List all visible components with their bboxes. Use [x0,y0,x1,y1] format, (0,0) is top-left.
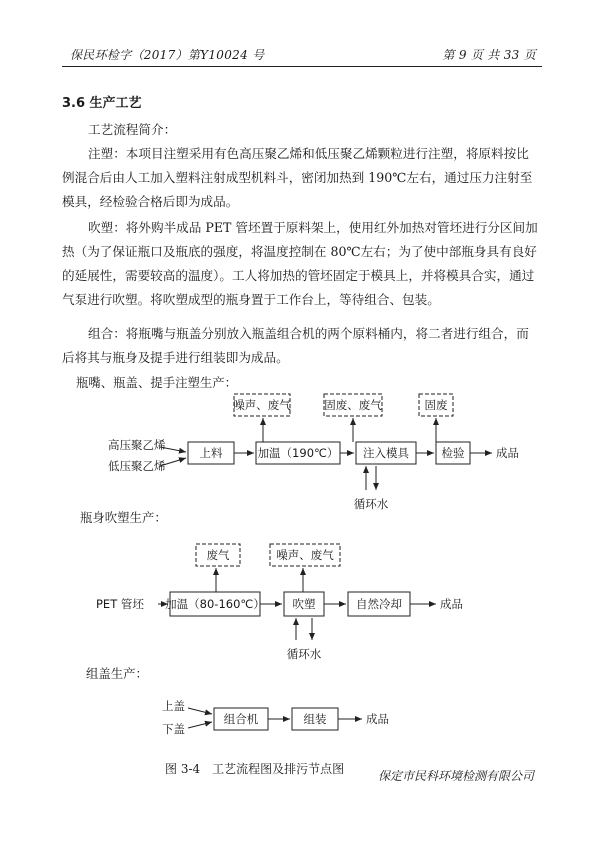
d3-input-top-cap: 上盖 [162,699,185,713]
blowing-paragraph: 吹塑：将外购半成品 PET 管坯置于原料架上，使用红外加热对管坯进行分区间加热（为了保证瓶口及瓶底的强度，将温度控制在 80℃左右；为了使中部瓶身具有良好的延展性，需要较高的温度）。工人将加热的管坯固定于模具上，并将模具合实，通过气泵进行吹塑。将吹塑成型的瓶身置于工作台上，等待组合、包装。 [62,220,538,307]
d2-step-blow: 吹塑 [292,597,316,611]
page-number: 第 9 页 共 33 页 [442,48,536,62]
d1-step-heat: 加温（190℃） [257,446,339,460]
d1-emission-solid: 固废 [424,398,448,412]
d1-input-ldpe: 低压聚乙烯 [108,459,166,473]
section-title: 3.6 生产工艺 [62,96,142,111]
d2-cooling-water: 循环水 [286,647,322,661]
d2-output: 成品 [440,597,463,611]
assembly-paragraph: 组合：将瓶嘴与瓶盖分别放入瓶盖组合机的两个原料桶内，将二者进行组合，而后将其与瓶身及提手进行组装即为成品。 [62,326,529,365]
d2-step-heat: 加温（80-160℃） [165,597,265,611]
footer-company: 保定市民科环境检测有限公司 [377,769,534,783]
diagram2-title: 瓶身吹塑生产： [80,510,167,525]
d1-emission-solid-gas: 固废、废气 [324,398,382,412]
d1-cooling-water: 循环水 [353,497,389,511]
d2-input-pet: PET 管坯 [96,597,144,611]
d3-output: 成品 [366,712,389,726]
d2-step-cool: 自然冷却 [356,597,402,611]
diagram1-title: 瓶嘴、瓶盖、提手注塑生产： [76,375,238,390]
d1-emission-noise-gas: 噪声、废气 [233,398,291,412]
report-number: 保民环检字（2017）第Y10024 号 [70,48,265,62]
injection-paragraph: 注塑：本项目注塑采用有色高压聚乙烯和低压聚乙烯颗粒进行注塑，将原料按比例混合后由人工加入塑料注射成型机料斗，密闭加热到 190℃左右，通过压力注射至模具，经检验合格后即为成品。 [62,146,533,209]
d1-step-inspect: 检验 [441,446,465,460]
d3-step-combine: 组合机 [223,712,259,726]
d2-emission-noise-gas: 噪声、废气 [276,548,334,562]
d3-step-assemble: 组装 [303,712,327,726]
d1-step-inject: 注入模具 [363,446,409,460]
intro-paragraph: 工艺流程简介： [88,122,177,137]
figure-caption: 图 3-4 工艺流程图及排污节点图 [165,762,345,776]
d1-step-feed: 上料 [199,446,223,460]
d1-input-hdpe: 高压聚乙烯 [108,438,166,452]
d2-emission-gas: 废气 [206,548,230,562]
d1-output: 成品 [496,446,519,460]
d3-input-bottom-cap: 下盖 [162,722,185,736]
diagram3-title: 组盖生产： [86,666,148,681]
